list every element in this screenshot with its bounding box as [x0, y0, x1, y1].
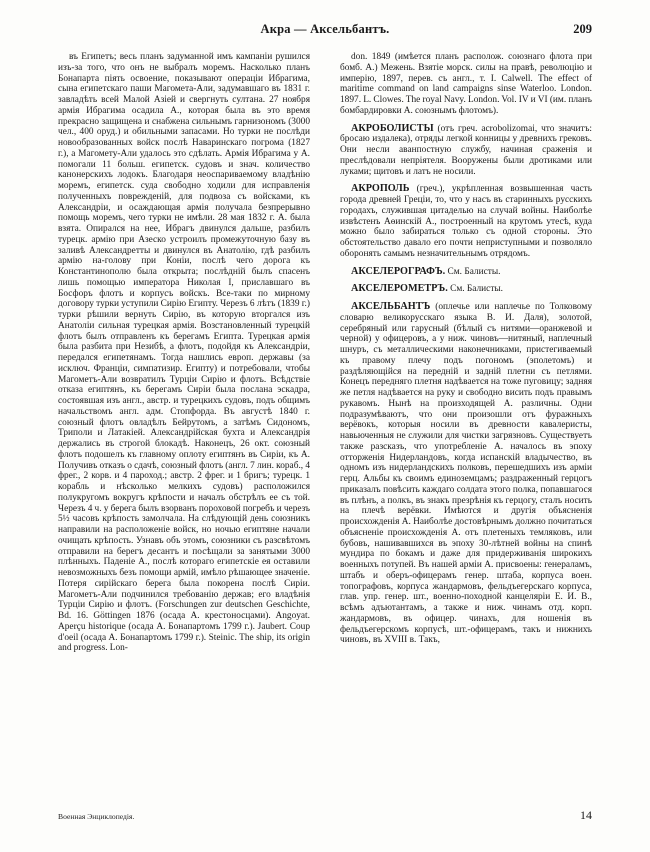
dictionary-entry: [340, 124, 592, 178]
entry-text: См. Балисты.: [445, 266, 501, 277]
entry-text: (греч.), укрѣпленная возвышенная часть города древней Грецiи, то, что у насъ въ старинныхъ русскихъ городахъ, служившая цитаделью на случай войны. Наиболѣе извѣстенъ Аѳинскiй А., построенный на крутомъ утесѣ, куда можно было забираться только съ одной стороны. Это обстоятельство давало его почти неприступными и позволяло оборонять самымъ незначительнымъ отрядомъ.: [340, 184, 592, 259]
right-column: [340, 52, 592, 794]
paragraph: въ Египетъ; весь планъ задуманной имъ кампанiи рушился изъ-за того, что онъ не выбралъ моремъ. Насколько планъ Бонапарта пiять освоение, показывают операцiи Ибрагима, сына египетскаго паши Магомета-Али, задумавшаго въ 1831 г. завладѣть всей Малой Азiей и свергнуть султана. 27 ноября армiя Ибрагима осадила А., которая была въ это время прекрасно защищена и снабжена сильнымъ гарнизономъ (3000 чел., 400 оруд.) и обильными запасами. Но турки не послѣди новообразованных войск послѣ Наваринскаго погрома (1827 г.), а Магомету-Али удалось это сдѣлать. Армiя Ибрагима у А. помогали 11 больш. египетск. судовъ и знач. количество канонерскихъ лодокъ. Благодаря неоспариваемому владѣнiю моремъ, египетск. суда свободно ходили для исправленiя полученныхъ поврежденiй, для подвоза съ войсками, къ Александрiи, и осаждающая армiя получала безпрерывно помощь моремъ, чего турки не имѣли. 28 мая 1832 г. А. была взята. Опирался на нее, Ибрагъ двинулся дальше, разбилъ турецк. армiю при Азеско устроилъ промежуточную базу въ заливѣ Александретты и двинулся въ Анатолiю, гдѣ разбилъ армiю на-голову при Конiи, послѣ чего дорога къ Константинополю была открыта; послѣднiй былъ спасенъ лишь помощью императора Николая I, приславшаго въ Босфоръ флотъ и корпусъ войскъ. Все-таки по мирному договору турки уступили Сирiю Египту. Черезъ 6 лѣтъ (1839 г.) турки рѣшили вернуть Сирiю, въ которую вторгался изъ Анатолiи сильная турецкая армiя. Возстановленный турецкiй флотъ былъ отправленъ къ берегамъ Египта. Турецкая армiя была разбита при Незибѣ, а флотъ, подойдя къ Александрiи, передался египетянамъ. Тогда нашлись европ. державы (за исключ. Францiи, симпатизир. Египту) и потребовали, чтобы Магометъ-Али возвратилъ Турцiи Сирiю и флотъ. Всѣдствiе отказа египтянъ, къ берегамъ Сирiи была послана эскадра, состоявшая изъ англ., австр. и турецкихъ судовъ, подъ общимъ начальствомъ англ. адм. Стопфорда. Въ августѣ 1840 г. союзный флотъ овладѣлъ Бейрутомъ, а затѣмъ Сидономъ, Триполи и Латакiей. Александрiйская бухта и Александрiя держались въ строгой блокадѣ. Наконецъ, 26 окт. союзный флотъ подошелъ къ главному оплоту египтянъ въ Сирiи, къ А. Получивъ отказъ о сдачѣ, союзный флотъ (англ. 7 лин. кораб., 4 фрег., 2 корв. и 4 пароход.; австр. 2 фрег. и 1 бригъ; турецк. 1 корабль и нѣсколько мелкихъ судовъ) расположился полукругомъ вокругъ крѣпости и началъ обстрѣлъ ее съ той. Черезъ 4 ч. у берега былъ взорванъ пороховой погребъ и черезъ 5½ часовъ крѣпость замолчала. На слѣдующiй день союзникъ направили на расположенiе войск, но ночью египтяне начали очищать крѣпость. Узнавъ объ этомъ, союзники съ разсвѣтомъ отправили на берегъ десантъ и посѣщали за занятыми 3000 плѣнныхъ. Паденiе А., послѣ котораго египетскiе ея оставили невозможныхъ безъ помощи армiй, имѣло рѣшающее значенiе. Потеря сирiйскаго берега была покорена послѣ Сирiи. Магометъ-Али подчинился требованiю держав; его владѣнiя Турцiи Сирiю и флотъ. (Forschungen zur deutschen Geschichte, Bd. 16. Göttingen 1876 (осада А. крестоносцами). Angoyat. Aperçu historique (осада А. Бонапартомъ 1799 г.). Jaubert. Coup d'oeil (осада А. Бонапартомъ 1799 г.). Steinic. The ship, its origin and progress. Lon-: [58, 52, 310, 654]
entry-headword: АКРОПОЛЬ: [351, 183, 410, 195]
entry-headword: АКСЕЛЕРОМЕТРЪ.: [351, 283, 448, 295]
dictionary-entry: [340, 284, 592, 295]
entry-headword: АКСЕЛЕРОГРАФЪ.: [351, 265, 446, 277]
entry-headword: АКСЕЛЬБАНТЪ: [351, 301, 431, 312]
running-title: Акра — Аксельбантъ.: [260, 22, 390, 36]
dictionary-entry: [340, 184, 592, 259]
entry-text: (отъ греч. acrobolizomai, что значитъ: бросаю издалека), отряды легкой конницы у древнихъ грековъ. Они несли аванпостную службу, начиная сраженiя и преслѣдовали непрiятеля. Вооружены были дротиками или луками; щитовъ и латъ не носили.: [340, 123, 592, 177]
left-column: [58, 52, 310, 794]
paragraph: don. 1849 (имѣется планъ располож. союзнаго флота при бомб. А.) Межень. Взятiе морск. силы на правѣ, революцiю и имперiю, 1897, перев. съ англ., т. I. Calwell. The effect of maritime command on land campaigns sinse Waterloo. London. 1897. L. Clowes. The royal Navy. London. Vol. IV и VI (им. планъ бомбардировки А. союзнымъ флотомъ).: [340, 52, 592, 116]
page-header: [58, 22, 592, 44]
signature-mark: 14: [580, 808, 592, 822]
dictionary-entry: [340, 302, 592, 646]
page-number: 209: [573, 22, 592, 36]
entry-text: (оплечье или наплечье по Толковому словарю великорусскаго языка В. И. Даля), золотой, серебряный или гарусный (бѣлый съ нитями—оранжевой и черной) у офицеровъ, а у ниж. чиновъ—нитяный, наплечный шнуръ, съ металлическими наконечниками, пристегиваемый къ правому плечу подъ погономъ (эполетомъ) и раздѣляющiйся на переднiй и заднiй плетни съ петлями. Конецъ передняго плетня надѣвается на тоже пуговицу; задняя же петля надѣвается на руку и свободно висить подъ правымъ рукавомъ. Нынѣ на произходящей А. различны. Одни подразумѣваютъ, что они произошли отъ фуражныхъ верёвокъ, которыя носили въ древности кавалеристы, навьюченныя не служили для чистки загрязновъ. Существуетъ также разсказъ, что употребленiе А. началось въ эпоху отторженiя Нидерландовъ, когда испанскiй владычество, въ одномъ изъ нидерландскихъ полковъ, перешедшихъ изъ армiи герц. Альбы къ своимъ единоземцамъ; раздраженный герцогъ приказалъ повѣсить каждаго солдата этого полка, попавшагося въ плѣнъ, а полкъ, въ знакъ презрѣнiя къ герцогу, сталъ носить на плечѣ верёвки. Имѣются и другiя объясненiя происхожденiя А. Наиболѣе достовѣрнымъ должно почитаться объясненiе происхожденiя А. отъ плетеныхъ темляковъ, или бубовъ, нашивавшихся въ эпоху 30-лѣтней войны на спинѣ мундира по бокамъ и даже для придерживанiя широкихъ военныхъ потупей. Въ нашей армiи А. присвоены: генераламъ, штабъ и оберъ-офицерамъ генер. штаба, корпуса воен. топографовъ, корпуса жандармовъ, фельдъегерскаго корпуса, глав. упр. генер. шт., военно-походной канцелярiи Е. И. В., всѣмъ адъютантамъ, а также и ниж. чинамъ отд. корп. жандармовъ, въ офицер. чинахъ, для ношенiя въ фельдъегерскомъ корпусѣ, шт.-офицерамъ, такъ и нижнихъ чиновъ, въ XVIII в. Такъ,: [340, 302, 592, 646]
dictionary-entry: [340, 267, 592, 278]
text-columns: [58, 52, 592, 794]
entry-headword: АКРОБОЛИСТЫ: [351, 122, 434, 134]
series-note: Военная Энциклопедiя.: [58, 812, 135, 821]
entry-text: См. Балисты.: [447, 284, 504, 295]
page-footer: [58, 808, 592, 830]
